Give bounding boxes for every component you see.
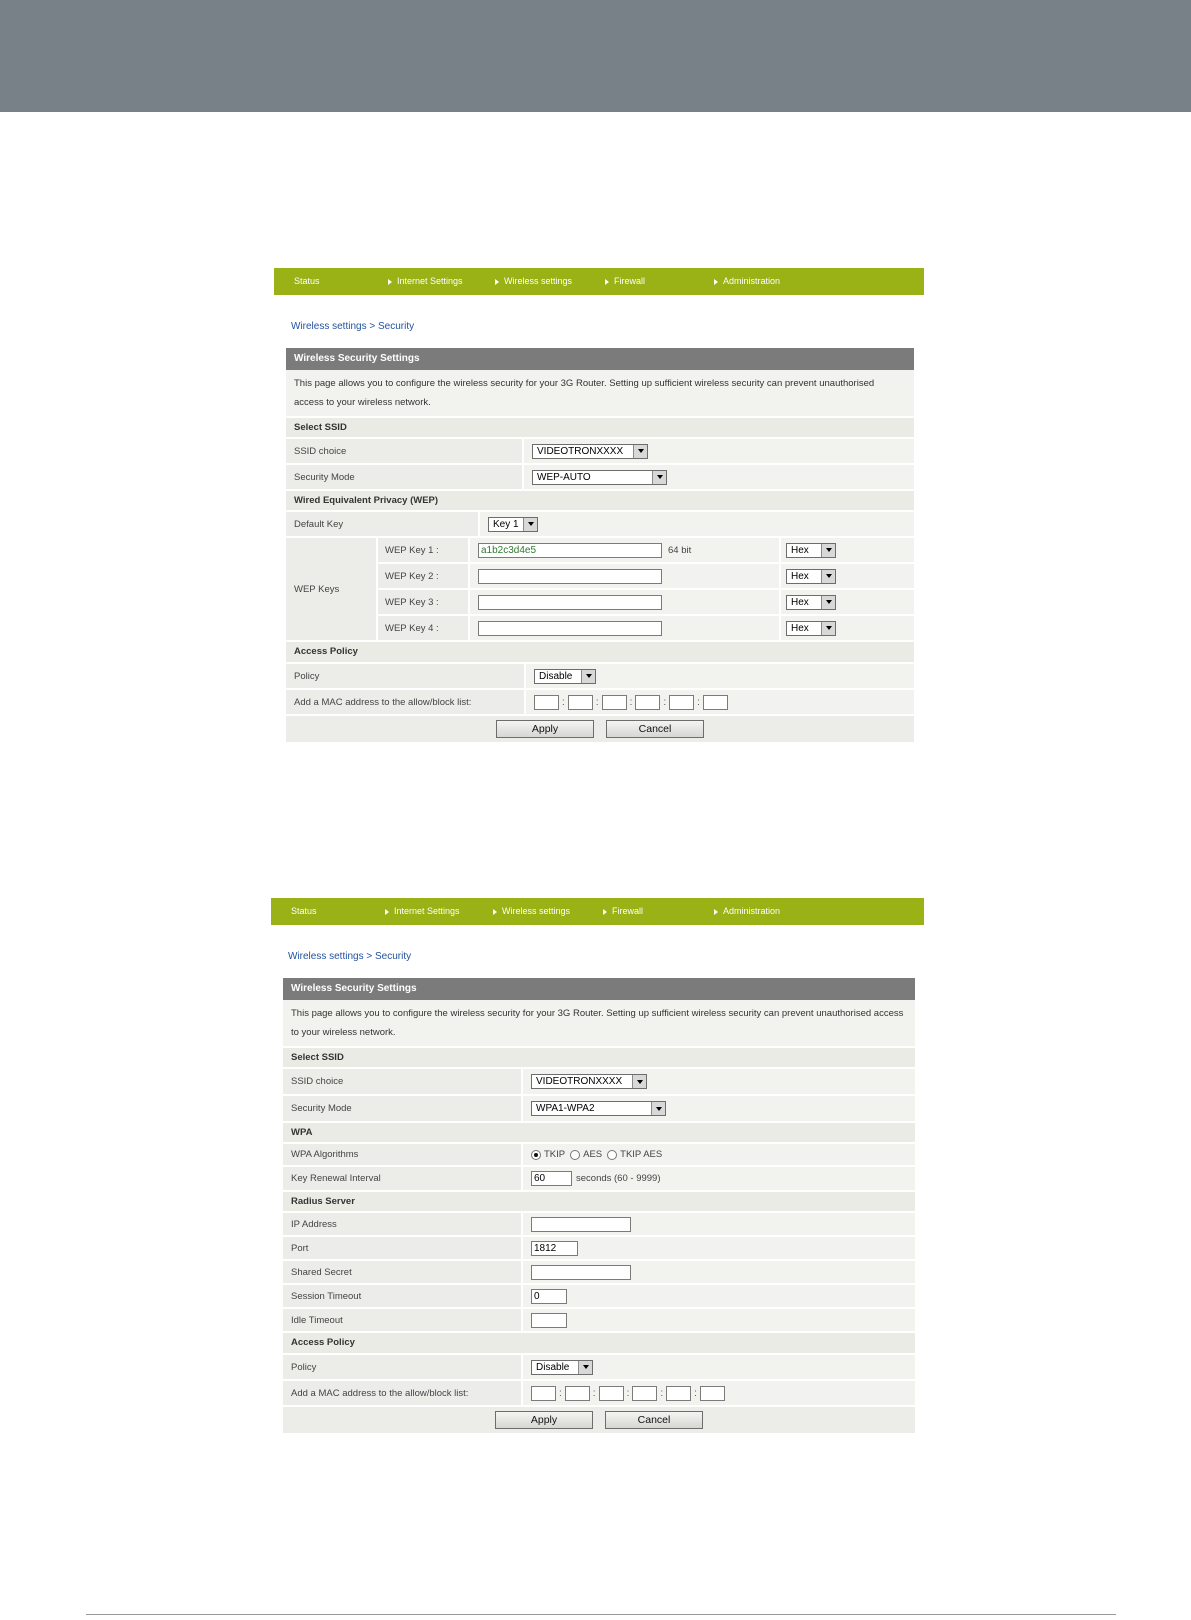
- nav-wireless-settings-label: Wireless settings: [502, 906, 571, 916]
- port-label: Port: [283, 1237, 523, 1259]
- arrow-right-icon: [714, 909, 718, 915]
- chevron-down-icon: [578, 1361, 592, 1374]
- wep-key-3-format-select[interactable]: [786, 595, 836, 610]
- mac-octet-input[interactable]: [666, 1386, 691, 1401]
- chevron-down-icon: [651, 1102, 665, 1115]
- chevron-down-icon: [633, 445, 647, 458]
- arrow-right-icon: [493, 909, 497, 915]
- security-mode-select[interactable]: [532, 470, 667, 485]
- wep-key-row: [378, 616, 914, 640]
- ssid-choice-cell: [523, 1069, 915, 1094]
- idle-timeout-row: [283, 1309, 915, 1333]
- header-band: [0, 0, 1191, 112]
- wep-key-cell: [470, 616, 781, 640]
- mac-address-label: Add a MAC address to the allow/block list:: [283, 1381, 523, 1405]
- breadcrumb[interactable]: Wireless settings > Security: [288, 951, 412, 962]
- default-key-label: Default Key: [286, 512, 480, 536]
- wep-key-2-format-select[interactable]: [786, 569, 836, 584]
- shared-secret-row: [283, 1261, 915, 1285]
- ssid-choice-row: [283, 1069, 915, 1096]
- nav-status[interactable]: [294, 276, 320, 286]
- chevron-down-icon: [821, 570, 835, 583]
- policy-select[interactable]: [534, 669, 596, 684]
- wep-key-label: WEP Key 2 :: [378, 564, 470, 588]
- security-mode-cell: [524, 465, 914, 489]
- wep-key-1-format-value: Hex: [791, 544, 809, 556]
- idle-timeout-cell: [523, 1309, 915, 1331]
- cancel-button[interactable]: Cancel: [605, 1411, 703, 1429]
- nav-administration-label: Administration: [723, 906, 781, 916]
- wep-key-4-format-value: Hex: [791, 622, 809, 634]
- breadcrumb[interactable]: Wireless settings > Security: [291, 321, 415, 332]
- arrow-right-icon: [495, 279, 499, 285]
- security-settings-panel: [283, 978, 915, 1443]
- mac-address-row: [286, 690, 914, 716]
- default-key-cell: [480, 512, 914, 536]
- nav-administration[interactable]: [714, 906, 780, 916]
- nav-wireless-settings[interactable]: [493, 906, 570, 916]
- nav-administration[interactable]: [714, 276, 780, 286]
- idle-timeout-input[interactable]: [531, 1313, 567, 1328]
- nav-firewall-label: Firewall: [614, 276, 646, 286]
- wep-key-row: [378, 564, 914, 590]
- tkip-aes-radio-label: TKIP AES: [620, 1149, 663, 1160]
- mac-octet-input[interactable]: [534, 695, 559, 710]
- mac-octet-input[interactable]: [602, 695, 627, 710]
- top-nav-bar: [271, 898, 924, 925]
- policy-cell: [523, 1355, 915, 1379]
- panel-title: Wireless Security Settings: [283, 978, 915, 1000]
- nav-firewall[interactable]: [605, 276, 645, 286]
- ssid-choice-select[interactable]: [531, 1074, 647, 1089]
- chevron-down-icon: [581, 670, 595, 683]
- ssid-choice-row: [286, 439, 914, 465]
- key-renewal-input[interactable]: 60: [531, 1171, 572, 1186]
- mac-octet-input[interactable]: [531, 1386, 556, 1401]
- security-mode-label: Security Mode: [286, 465, 524, 489]
- wep-key-3-input[interactable]: [478, 595, 662, 610]
- arrow-right-icon: [714, 279, 718, 285]
- panel-title: Wireless Security Settings: [286, 348, 914, 370]
- wep-security-screenshot: [274, 268, 924, 755]
- aes-radio-label: AES: [583, 1149, 603, 1160]
- policy-value: Disable: [536, 1361, 570, 1373]
- wpa-algorithms-label: WPA Algorithms: [283, 1144, 523, 1165]
- wep-key-row: [378, 590, 914, 616]
- wep-key-label: WEP Key 3 :: [378, 590, 470, 614]
- nav-internet-settings[interactable]: [388, 276, 463, 286]
- mac-octet-input[interactable]: [565, 1386, 590, 1401]
- wep-key-1-length: 64 bit: [668, 544, 692, 556]
- policy-value: Disable: [539, 670, 573, 682]
- chevron-down-icon: [821, 622, 835, 635]
- default-key-value: Key 1: [493, 518, 519, 530]
- wep-key-format-cell: [781, 538, 914, 562]
- nav-firewall-label: Firewall: [612, 906, 644, 916]
- panel-description: This page allows you to configure the wireless security for your 3G Router. Setting up sufficient wireless security can prevent unauthorised access to your wireless network.: [286, 370, 914, 418]
- top-nav-bar: [274, 268, 924, 295]
- mac-address-row: [283, 1381, 915, 1407]
- access-policy-heading: Access Policy: [286, 642, 914, 664]
- policy-label: Policy: [283, 1355, 523, 1379]
- ssid-choice-value: VIDEOTRONXXXX: [537, 445, 624, 457]
- wep-keys-table: [286, 538, 914, 642]
- shared-secret-input[interactable]: [531, 1265, 631, 1280]
- arrow-right-icon: [385, 909, 389, 915]
- session-timeout-input[interactable]: 0: [531, 1289, 567, 1304]
- mac-octet-input[interactable]: [700, 1386, 725, 1401]
- wep-key-4-format-select[interactable]: [786, 621, 836, 636]
- policy-select[interactable]: [531, 1360, 593, 1375]
- nav-administration-label: Administration: [723, 276, 781, 286]
- cancel-button[interactable]: Cancel: [606, 720, 704, 738]
- wep-key-cell: [470, 564, 781, 588]
- wep-key-label: WEP Key 1 :: [378, 538, 470, 562]
- ssid-choice-label: SSID choice: [283, 1069, 523, 1094]
- ssid-choice-label: SSID choice: [286, 439, 524, 463]
- tkip-radio-label: TKIP: [544, 1149, 566, 1160]
- mac-octet-input[interactable]: [703, 695, 728, 710]
- ssid-choice-cell: [524, 439, 914, 463]
- policy-row: [283, 1355, 915, 1381]
- ip-address-cell: [523, 1213, 915, 1235]
- nav-internet-settings[interactable]: [385, 906, 460, 916]
- ip-address-row: [283, 1213, 915, 1237]
- wep-key-format-cell: [781, 590, 914, 614]
- nav-status-label: Status: [294, 276, 320, 286]
- wep-key-2-input[interactable]: [478, 569, 662, 584]
- nav-internet-settings-label: Internet Settings: [394, 906, 460, 916]
- mac-octet-input[interactable]: [632, 1386, 657, 1401]
- ip-address-input[interactable]: [531, 1217, 631, 1232]
- wep-keys-rows: [378, 538, 914, 640]
- default-key-row: [286, 512, 914, 538]
- wep-keys-label: WEP Keys: [286, 538, 378, 640]
- chevron-down-icon: [523, 518, 537, 531]
- chevron-down-icon: [821, 544, 835, 557]
- arrow-right-icon: [605, 279, 609, 285]
- arrow-right-icon: [388, 279, 392, 285]
- nav-wireless-settings-label: Wireless settings: [504, 276, 573, 286]
- wep-key-4-input[interactable]: [478, 621, 662, 636]
- radius-server-heading: Radius Server: [283, 1192, 915, 1213]
- wep-heading: Wired Equivalent Privacy (WEP): [286, 491, 914, 512]
- wep-key-label: WEP Key 4 :: [378, 616, 470, 640]
- nav-status-label: Status: [291, 906, 317, 916]
- policy-cell: [526, 664, 914, 688]
- key-renewal-row: [283, 1167, 915, 1192]
- apply-button[interactable]: Apply: [495, 1411, 593, 1429]
- key-renewal-unit: seconds (60 - 9999): [576, 1173, 661, 1184]
- wep-key-cell: [470, 538, 781, 562]
- security-mode-value: WEP-AUTO: [537, 471, 591, 483]
- security-mode-row: [283, 1096, 915, 1123]
- mac-address-fields: : : : : :: [534, 695, 728, 710]
- default-key-select[interactable]: [488, 517, 538, 532]
- security-settings-panel: [286, 348, 914, 750]
- footer-rule: [86, 1614, 1116, 1615]
- wep-key-cell: [470, 590, 781, 614]
- mac-address-cell: [523, 1381, 915, 1405]
- mac-octet-input[interactable]: [599, 1386, 624, 1401]
- wep-key-format-cell: [781, 564, 914, 588]
- mac-octet-input[interactable]: [635, 695, 660, 710]
- wep-key-row: [378, 538, 914, 564]
- arrow-right-icon: [603, 909, 607, 915]
- policy-label: Policy: [286, 664, 526, 688]
- idle-timeout-label: Idle Timeout: [283, 1309, 523, 1331]
- port-row: [283, 1237, 915, 1261]
- tkip-aes-radio[interactable]: [607, 1150, 617, 1160]
- mac-address-cell: [526, 690, 914, 714]
- ip-address-label: IP Address: [283, 1213, 523, 1235]
- security-mode-cell: [523, 1096, 915, 1121]
- nav-status[interactable]: [291, 906, 317, 916]
- tkip-radio[interactable]: [531, 1150, 541, 1160]
- security-mode-select[interactable]: [531, 1101, 666, 1116]
- key-renewal-label: Key Renewal Interval: [283, 1167, 523, 1190]
- aes-radio[interactable]: [570, 1150, 580, 1160]
- select-ssid-heading: Select SSID: [286, 418, 914, 439]
- session-timeout-cell: [523, 1285, 915, 1307]
- wpa-heading: WPA: [283, 1123, 915, 1144]
- wep-key-2-format-value: Hex: [791, 570, 809, 582]
- access-policy-heading: Access Policy: [283, 1333, 915, 1355]
- mac-octet-input[interactable]: [568, 695, 593, 710]
- wpa-algorithms-cell: [523, 1144, 915, 1165]
- mac-address-fields: : : : : :: [531, 1386, 725, 1401]
- mac-address-label: Add a MAC address to the allow/block list:: [286, 690, 526, 714]
- security-mode-value: WPA1-WPA2: [536, 1103, 595, 1114]
- wep-key-3-format-value: Hex: [791, 596, 809, 608]
- policy-row: [286, 664, 914, 690]
- session-timeout-row: [283, 1285, 915, 1309]
- ssid-choice-value: VIDEOTRONXXXX: [536, 1076, 623, 1087]
- nav-wireless-settings[interactable]: [495, 276, 572, 286]
- chevron-down-icon: [821, 596, 835, 609]
- wpa-algorithms-row: [283, 1144, 915, 1167]
- wep-key-format-cell: [781, 616, 914, 640]
- mac-octet-input[interactable]: [669, 695, 694, 710]
- wep-key-1-format-select[interactable]: [786, 543, 836, 558]
- wpa-security-screenshot: [271, 898, 924, 1445]
- shared-secret-cell: [523, 1261, 915, 1283]
- action-buttons-row: [286, 716, 914, 742]
- nav-firewall[interactable]: [603, 906, 643, 916]
- wep-key-1-input[interactable]: a1b2c3d4e5: [478, 543, 662, 558]
- shared-secret-label: Shared Secret: [283, 1261, 523, 1283]
- port-input[interactable]: 1812: [531, 1241, 578, 1256]
- action-buttons-row: [283, 1407, 915, 1433]
- key-renewal-cell: [523, 1167, 915, 1190]
- port-cell: [523, 1237, 915, 1259]
- security-mode-row: [286, 465, 914, 491]
- ssid-choice-select[interactable]: [532, 444, 648, 459]
- chevron-down-icon: [632, 1075, 646, 1088]
- nav-internet-settings-label: Internet Settings: [397, 276, 463, 286]
- chevron-down-icon: [652, 471, 666, 484]
- security-mode-label: Security Mode: [283, 1096, 523, 1121]
- apply-button[interactable]: Apply: [496, 720, 594, 738]
- panel-description: This page allows you to configure the wireless security for your 3G Router. Setting up sufficient wireless security can prevent unauthorised access to your wireless network.: [283, 1000, 915, 1048]
- session-timeout-label: Session Timeout: [283, 1285, 523, 1307]
- select-ssid-heading: Select SSID: [283, 1048, 915, 1069]
